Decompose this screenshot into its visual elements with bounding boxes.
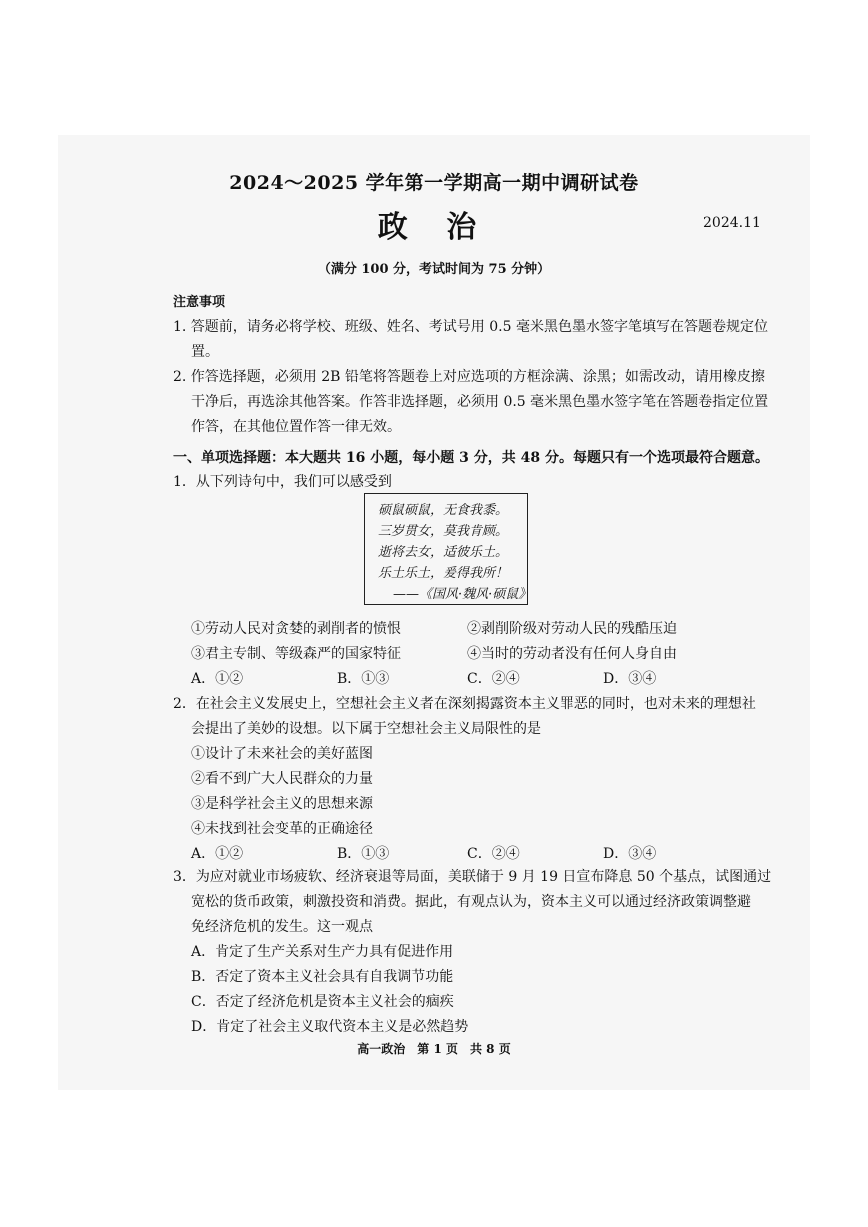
q1-option-c: C．②④ xyxy=(467,671,520,687)
q2-statement: ③是科学社会主义的思想来源 xyxy=(191,796,373,812)
notice-line: 2. 作答选择题，必须用 2B 铅笔将答题卷上对应选项的方框涂满、涂黑；如需改动，请用橡皮擦 xyxy=(173,369,765,385)
poem-line: 乐土乐土，爰得我所！ xyxy=(378,566,509,581)
q1-option-d: D．③④ xyxy=(603,671,657,687)
q2-statement: ④未找到社会变革的正确途径 xyxy=(191,821,373,837)
q3-option-b: B．否定了资本主义社会具有自我调节功能 xyxy=(191,969,454,985)
q2-option-c: C．②④ xyxy=(467,846,520,862)
notice-line: 置。 xyxy=(191,344,219,360)
notice-heading: 注意事项 xyxy=(173,295,226,310)
q3-stem: 宽松的货币政策，刺激投资和消费。据此，有观点认为，资本主义可以通过经济政策调整避 xyxy=(191,894,751,910)
q1-statement: ④当时的劳动者没有任何人身自由 xyxy=(467,646,677,662)
q1-option-a: A．①② xyxy=(191,671,244,687)
q2-statement: ①设计了未来社会的美好蓝图 xyxy=(191,746,373,762)
poem-line: 硕鼠硕鼠，无食我黍。 xyxy=(378,503,509,518)
q1-option-b: B．①③ xyxy=(337,671,390,687)
q2-option-a: A．①② xyxy=(191,846,244,862)
q2-statement: ②看不到广大人民群众的力量 xyxy=(191,771,373,787)
q2-stem: 2．在社会主义发展史上，空想社会主义者在深刻揭露资本主义罪恶的同时，也对未来的理想社 xyxy=(173,696,756,712)
q1-statement: ③君主专制、等级森严的国家特征 xyxy=(191,646,401,662)
poem-line: 逝将去女，适彼乐土。 xyxy=(378,545,509,560)
score-note: （满分 100 分，考试时间为 75 分钟） xyxy=(317,262,551,277)
q3-option-d: D．肯定了社会主义取代资本主义是必然趋势 xyxy=(191,1019,469,1035)
page-footer: 高一政治 第 1 页 共 8 页 xyxy=(357,1042,511,1056)
poem-source: ——《国风·魏风·硕鼠》 xyxy=(393,587,532,602)
section-heading: 一、单项选择题：本大题共 16 小题，每小题 3 分，共 48 分。每题只有一个选项最符合题意。 xyxy=(173,450,769,466)
q2-option-b: B．①③ xyxy=(337,846,390,862)
exam-title: 2024～2025 学年第一学期高一期中调研试卷 xyxy=(229,172,639,194)
q1-stem: 1．从下列诗句中，我们可以感受到 xyxy=(173,474,392,490)
notice-line: 1. 答题前，请务必将学校、班级、姓名、考试号用 0.5 毫米黑色墨水签字笔填写在答题卷规定位 xyxy=(173,319,768,335)
notice-line: 干净后，再选涂其他答案。作答非选择题，必须用 0.5 毫米黑色墨水签字笔在答题卷指定位置 xyxy=(191,394,769,410)
q1-statement: ①劳动人民对贪婪的剥削者的愤恨 xyxy=(191,621,401,637)
q3-stem: 免经济危机的发生。这一观点 xyxy=(191,919,373,935)
q2-stem: 会提出了美妙的设想。以下属于空想社会主义局限性的是 xyxy=(191,721,541,737)
q3-option-a: A．肯定了生产关系对生产力具有促进作用 xyxy=(191,944,454,960)
subject-title: 政 治 xyxy=(377,210,491,245)
q1-statement: ②剥削阶级对劳动人民的残酷压迫 xyxy=(467,621,677,637)
q2-option-d: D．③④ xyxy=(603,846,657,862)
q3-option-c: C．否定了经济危机是资本主义社会的痼疾 xyxy=(191,994,454,1010)
q3-stem: 3．为应对就业市场疲软、经济衰退等局面，美联储于 9 月 19 日宣布降息 50 个基点，试图通过 xyxy=(173,869,772,885)
poem-box xyxy=(364,493,532,605)
exam-date: 2024.11 xyxy=(703,215,761,231)
notice-line: 作答，在其他位置作答一律无效。 xyxy=(191,419,401,435)
poem-line: 三岁贯女，莫我肯顾。 xyxy=(378,524,509,539)
